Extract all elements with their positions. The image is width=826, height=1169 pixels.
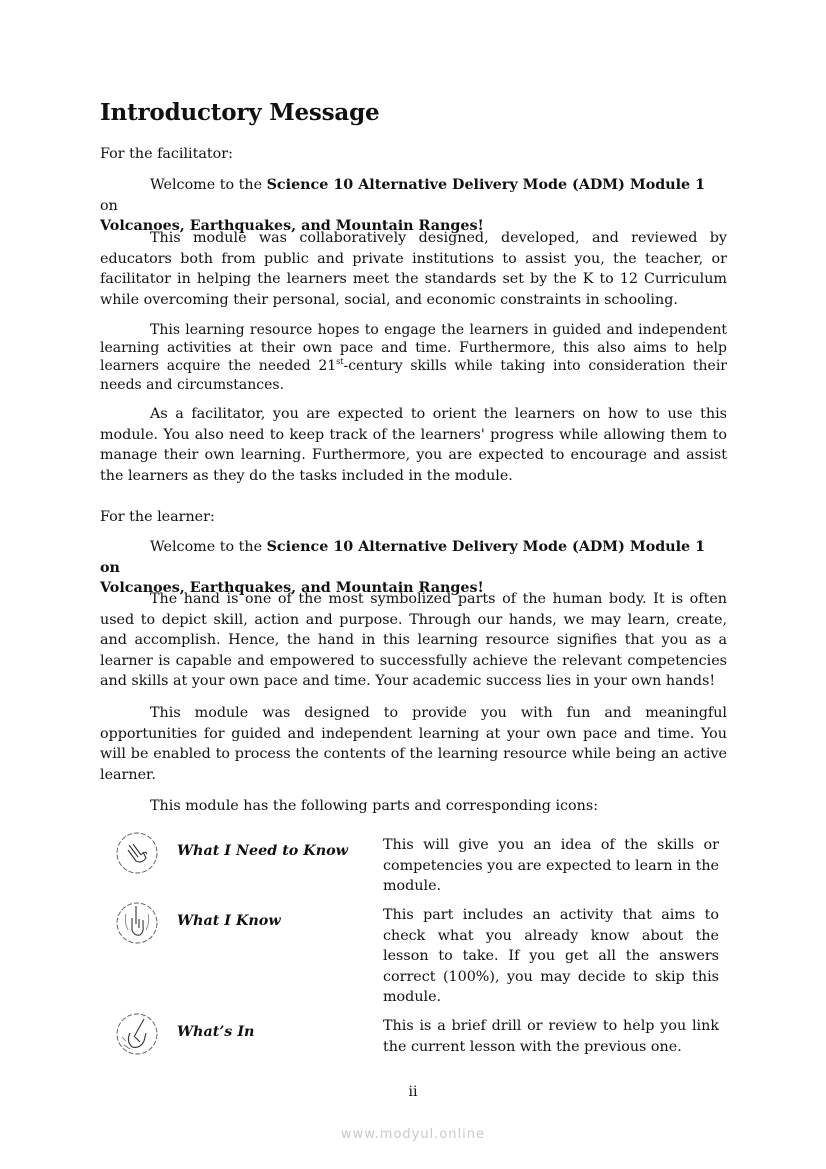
watermark: www.modyul.online (340, 1127, 486, 1142)
part-label: What’s In (177, 1024, 255, 1040)
learner-heading: For the learner: (100, 509, 215, 525)
hand-raised-icon (114, 900, 160, 946)
facilitator-paragraph-2-end: -century skills while taking into consideration their needs and circumstances. (100, 358, 727, 393)
hand-pointing-icon (114, 830, 160, 876)
part-label: What I Need to Know (177, 843, 348, 859)
learner-paragraph-3: This module has the following parts and corresponding icons: (150, 798, 599, 814)
part-description: This will give you an idea of the skills or competencies you are expected to learn in the module. (383, 837, 719, 895)
learner-paragraph-2: This module was designed to provide you with fun and meaningful opportunities for guided and independent learning at your own pace and time. You will be enabled to process the contents of the learning resource while being an active learner. (100, 705, 727, 783)
facilitator-paragraph-2 (100, 321, 727, 394)
facilitator-paragraph-2-text: This learning resource hopes to engage the learners in guided and independent learning activities at their own pace and time. Furthermore, this also aims to help learners acquire the needed 21 (100, 322, 727, 375)
facilitator-heading: For the facilitator: (100, 146, 233, 162)
part-description: This is a brief drill or review to help you link the current lesson with the previous one. (383, 1018, 719, 1055)
facilitator-welcome-text: Welcome to the (150, 177, 267, 193)
facilitator-paragraph-3: As a facilitator, you are expected to orient the learners on how to use this module. You also need to keep track of the learners' progress while allowing them to manage their own learning. Furthermore, you are expected to encourage and assist the learners as they do the tasks included in the module. (100, 406, 727, 484)
hand-writing-icon (114, 1011, 160, 1057)
learner-welcome-text: Welcome to the (150, 539, 267, 555)
page-number: ii (408, 1084, 418, 1100)
learner-module-title-bold: Science 10 Alternative Delivery Mode (ADM) Module 1 on (100, 539, 706, 576)
module-title-bold: Science 10 Alternative Delivery Mode (ADM) Module 1 (266, 177, 706, 193)
facilitator-paragraph-1: This module was collaboratively designed, developed, and reviewed by educators both from public and private institutions to assist you, the teacher, or facilitator in helping the learners meet the standards set by the K to 12 Curriculum while overcoming their personal, social, and economic constraints in schooling. (100, 230, 727, 308)
module-topic-bold: Volcanoes, Earthquakes, and Mountain Ranges! (100, 218, 484, 235)
learner-paragraph-1: The hand is one of the most symbolized parts of the human body. It is often used to depict skill, action and purpose. Through our hands, we may learn, create, and accomplish. Hence, the hand in this learning resource signifies that you as a learner is capable and empowered to successfully achieve the relevant competencies and skills at your own pace and time. Your academic success lies in your own hands! (100, 591, 727, 690)
part-label: What I Know (177, 913, 281, 929)
superscript: st (336, 357, 344, 367)
part-description: This part includes an activity that aims to check what you already know about the lesson to take. If you get all the answers correct (100%), you may decide to skip this module. (383, 907, 719, 1006)
facilitator-welcome-on: on (100, 197, 118, 214)
learner-module-topic-bold: Volcanoes, Earthquakes, and Mountain Ranges! (100, 580, 484, 597)
page-title: Introductory Message (100, 99, 380, 126)
